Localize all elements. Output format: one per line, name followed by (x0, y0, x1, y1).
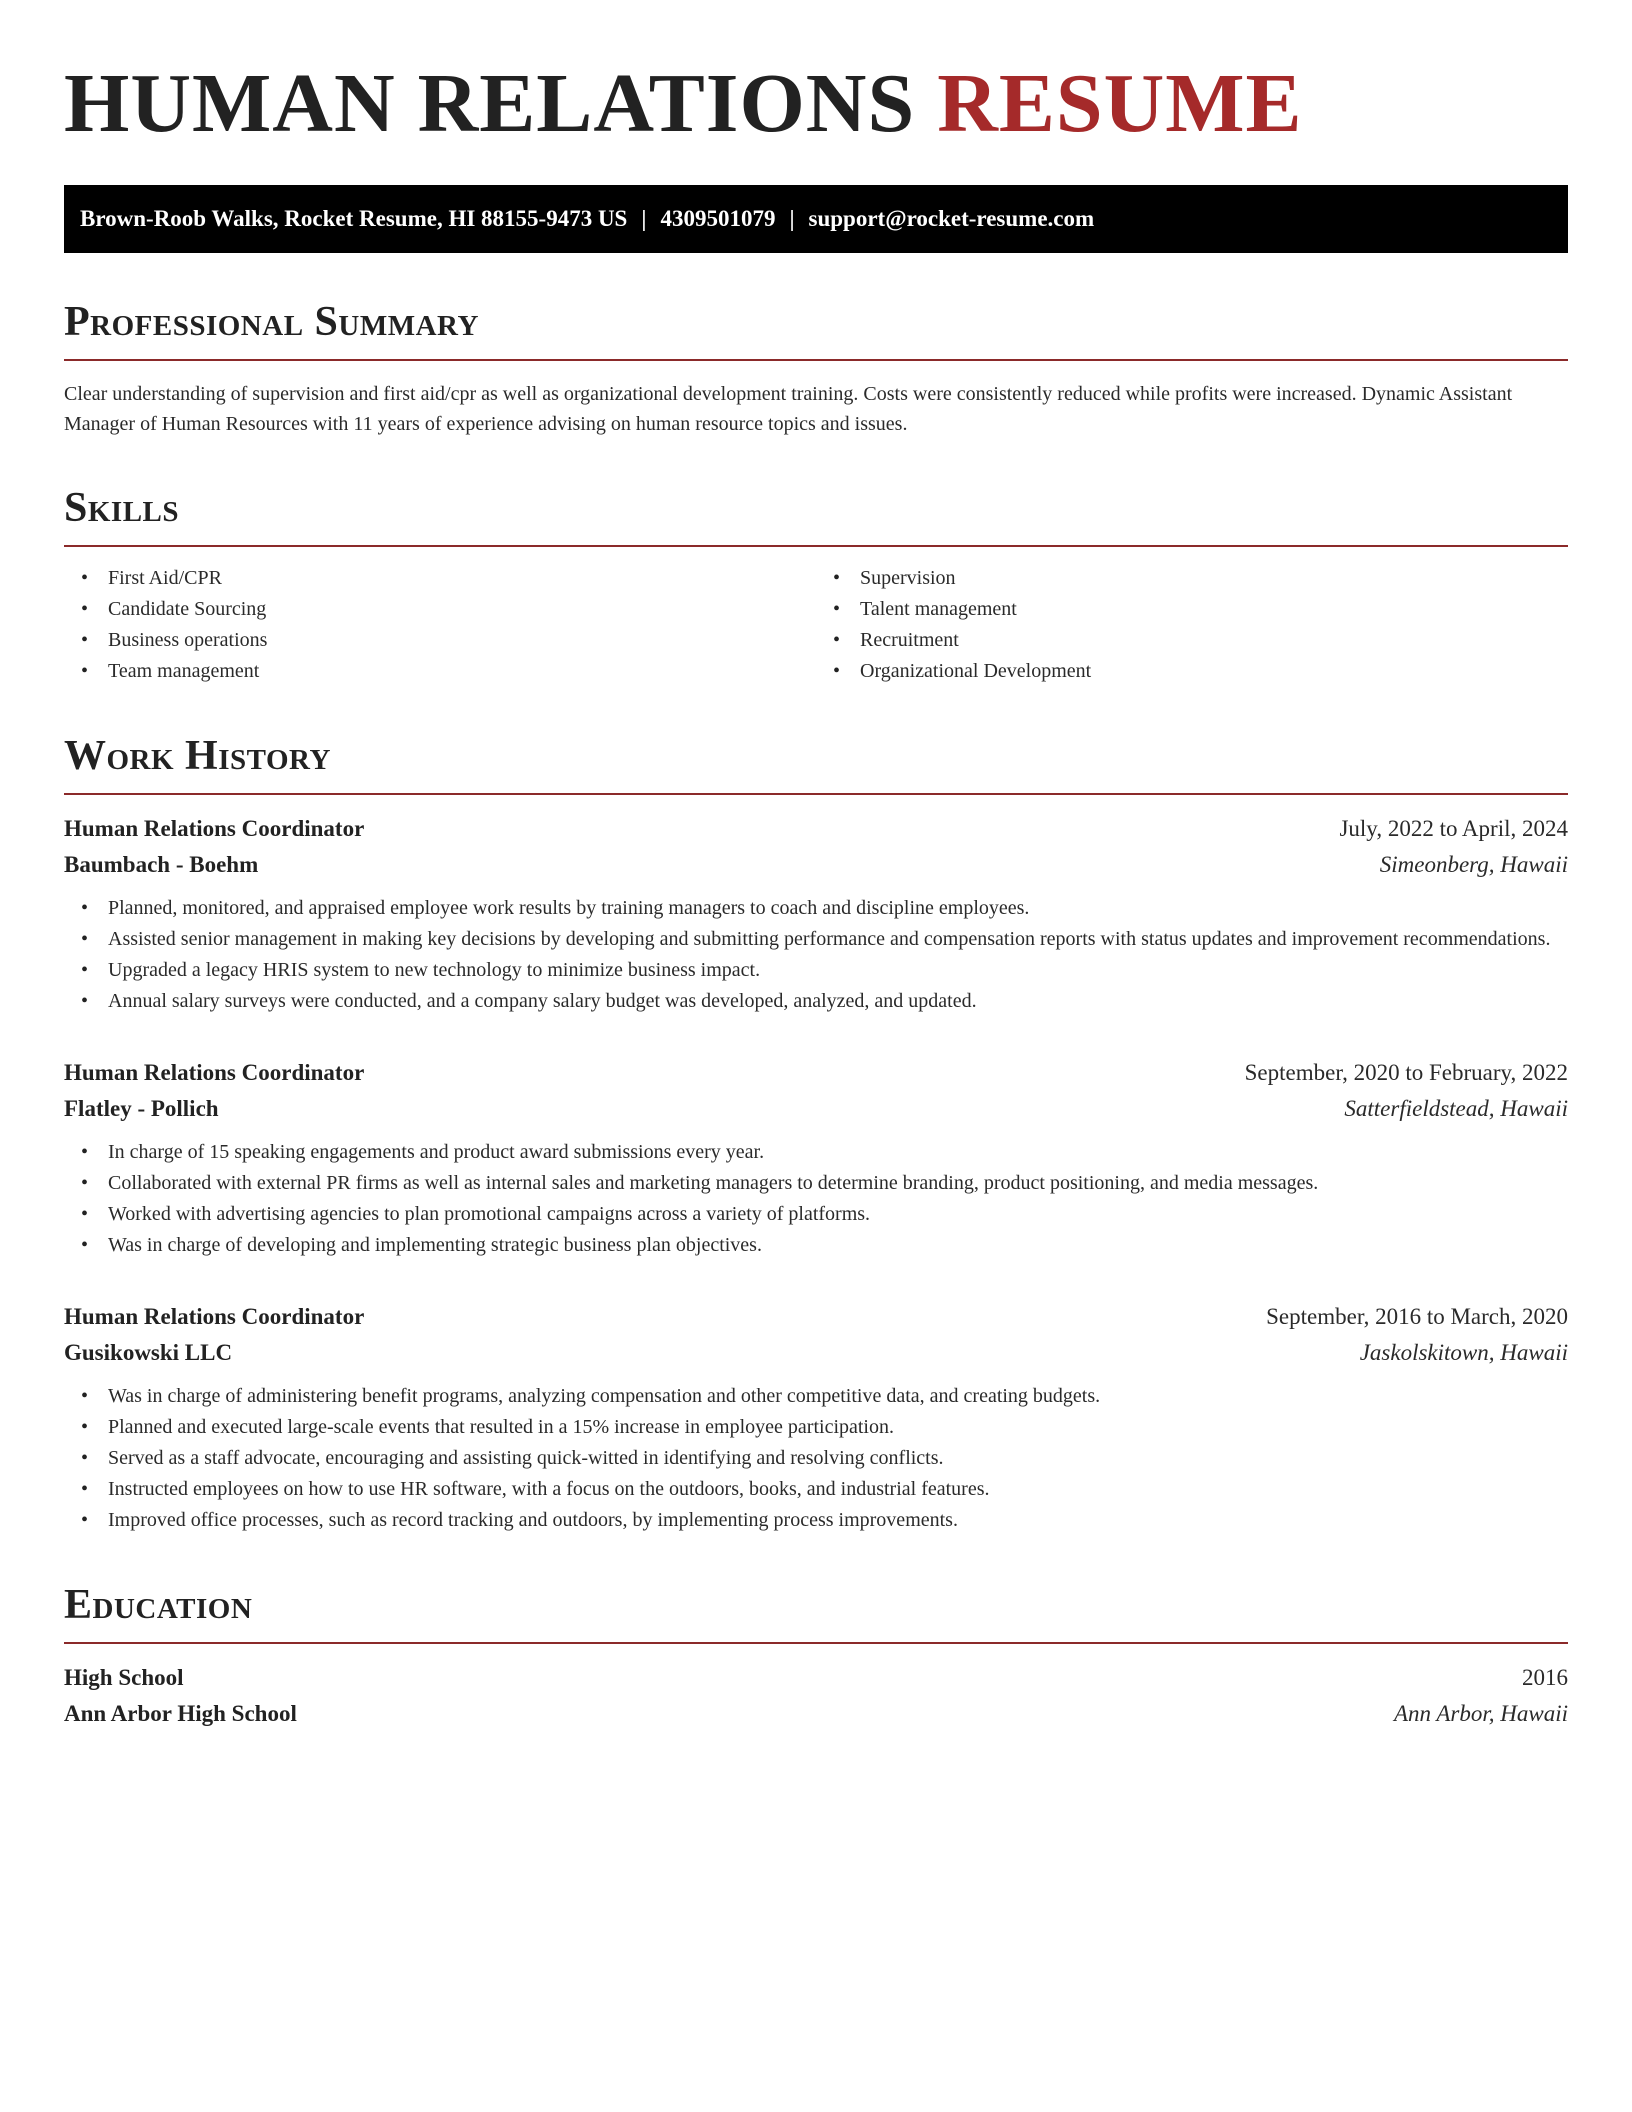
job-location: Simeonberg, Hawaii (1379, 852, 1568, 877)
section-divider (64, 1642, 1568, 1644)
job-dates: September, 2016 to March, 2020 (1266, 1304, 1568, 1329)
skill-item: • Supervision (816, 563, 1568, 594)
job-bullet: • Was in charge of developing and implementing strategic business plan objectives. (64, 1230, 1568, 1261)
job-bullet: • Worked with advertising agencies to plan promotional campaigns across a variety of platforms. (64, 1199, 1568, 1230)
job-bullet: • In charge of 15 speaking engagements and product award submissions every year. (64, 1137, 1568, 1168)
skill-item: • Candidate Sourcing (64, 594, 816, 625)
job-bullet: • Planned, monitored, and appraised employee work results by training managers to coach and discipline employees. (64, 893, 1568, 924)
job-header-row (64, 1055, 1568, 1091)
job-bullets (64, 1137, 1568, 1261)
job-header-row (64, 811, 1568, 847)
job-dates: September, 2020 to February, 2022 (1244, 1060, 1568, 1085)
job-company-row (64, 847, 1568, 883)
education-heading: Education (64, 1582, 253, 1628)
job-bullet: • Upgraded a legacy HRIS system to new technology to minimize business impact. (64, 955, 1568, 986)
section-divider (64, 359, 1568, 361)
education-school-row (64, 1696, 1568, 1732)
education-degree: High School (64, 1665, 184, 1690)
resume-title-main: HUMAN RELATIONS (64, 57, 916, 150)
job-bullet: • Planned and executed large-scale events that resulted in a 15% increase in employee participation. (64, 1412, 1568, 1443)
contact-address: Brown-Roob Walks, Rocket Resume, HI 88155-9473 US (80, 206, 628, 231)
job-company: Gusikowski LLC (64, 1340, 233, 1365)
education-location: Ann Arbor, Hawaii (1393, 1701, 1568, 1726)
job-location: Jaskolskitown, Hawaii (1359, 1340, 1568, 1365)
work-history-heading: Work History (64, 733, 331, 779)
job-location: Satterfieldstead, Hawaii (1344, 1096, 1568, 1121)
skills-column-right (816, 563, 1568, 687)
skills-section (64, 483, 1568, 687)
contact-separator: | (789, 206, 795, 231)
education-section (64, 1580, 1568, 1732)
section-divider (64, 545, 1568, 547)
summary-text: Clear understanding of supervision and first aid/cpr as well as organizational development training. Costs were consistently reduced while profits were increased. Dynamic Assistant Manager of Human Resources with 11 years of experience advising on human resource topics and issues. (64, 383, 1513, 435)
job-entry (64, 1299, 1568, 1536)
skill-item: • Team management (64, 656, 816, 687)
section-divider (64, 793, 1568, 795)
job-bullet: • Assisted senior management in making key decisions by developing and submitting performance and compensation reports with status updates and improvement recommendations. (64, 924, 1568, 955)
skill-item: • Talent management (816, 594, 1568, 625)
skills-grid (64, 563, 1568, 687)
job-bullet: • Collaborated with external PR firms as well as internal sales and marketing managers to determine branding, product positioning, and media messages. (64, 1168, 1568, 1199)
education-year: 2016 (1522, 1665, 1568, 1690)
contact-separator: | (641, 206, 647, 231)
contact-phone: 4309501079 (660, 206, 776, 231)
job-title: Human Relations Coordinator (64, 1060, 365, 1085)
job-bullet: • Annual salary surveys were conducted, and a company salary budget was developed, analyzed, and updated. (64, 986, 1568, 1017)
job-company: Baumbach - Boehm (64, 852, 259, 877)
skill-item: • Organizational Development (816, 656, 1568, 687)
skill-item: • Business operations (64, 625, 816, 656)
summary-heading: Professional Summary (64, 299, 479, 345)
job-company-row (64, 1091, 1568, 1127)
job-dates: July, 2022 to April, 2024 (1339, 816, 1568, 841)
skills-column-left (64, 563, 816, 687)
skill-item: • Recruitment (816, 625, 1568, 656)
resume-title-accent: RESUME (937, 57, 1303, 150)
summary-section (64, 297, 1568, 439)
job-entry (64, 1055, 1568, 1261)
job-company: Flatley - Pollich (64, 1096, 219, 1121)
job-bullet: • Improved office processes, such as record tracking and outdoors, by implementing process improvements. (64, 1505, 1568, 1536)
education-degree-row (64, 1660, 1568, 1696)
education-entry (64, 1660, 1568, 1732)
contact-email: support@rocket-resume.com (808, 206, 1095, 231)
education-school: Ann Arbor High School (64, 1701, 297, 1726)
job-title: Human Relations Coordinator (64, 1304, 365, 1329)
job-entry (64, 811, 1568, 1017)
work-history-section (64, 731, 1568, 1536)
job-bullets (64, 1381, 1568, 1536)
skills-heading: Skills (64, 485, 180, 531)
job-company-row (64, 1335, 1568, 1371)
resume-title (64, 58, 1568, 150)
job-bullet: • Instructed employees on how to use HR software, with a focus on the outdoors, books, and industrial features. (64, 1474, 1568, 1505)
skill-item: • First Aid/CPR (64, 563, 816, 594)
contact-bar (64, 185, 1568, 253)
job-bullet: • Was in charge of administering benefit programs, analyzing compensation and other competitive data, and creating budgets. (64, 1381, 1568, 1412)
job-header-row (64, 1299, 1568, 1335)
job-bullets (64, 893, 1568, 1017)
job-bullet: • Served as a staff advocate, encouraging and assisting quick-witted in identifying and resolving conflicts. (64, 1443, 1568, 1474)
job-title: Human Relations Coordinator (64, 816, 365, 841)
